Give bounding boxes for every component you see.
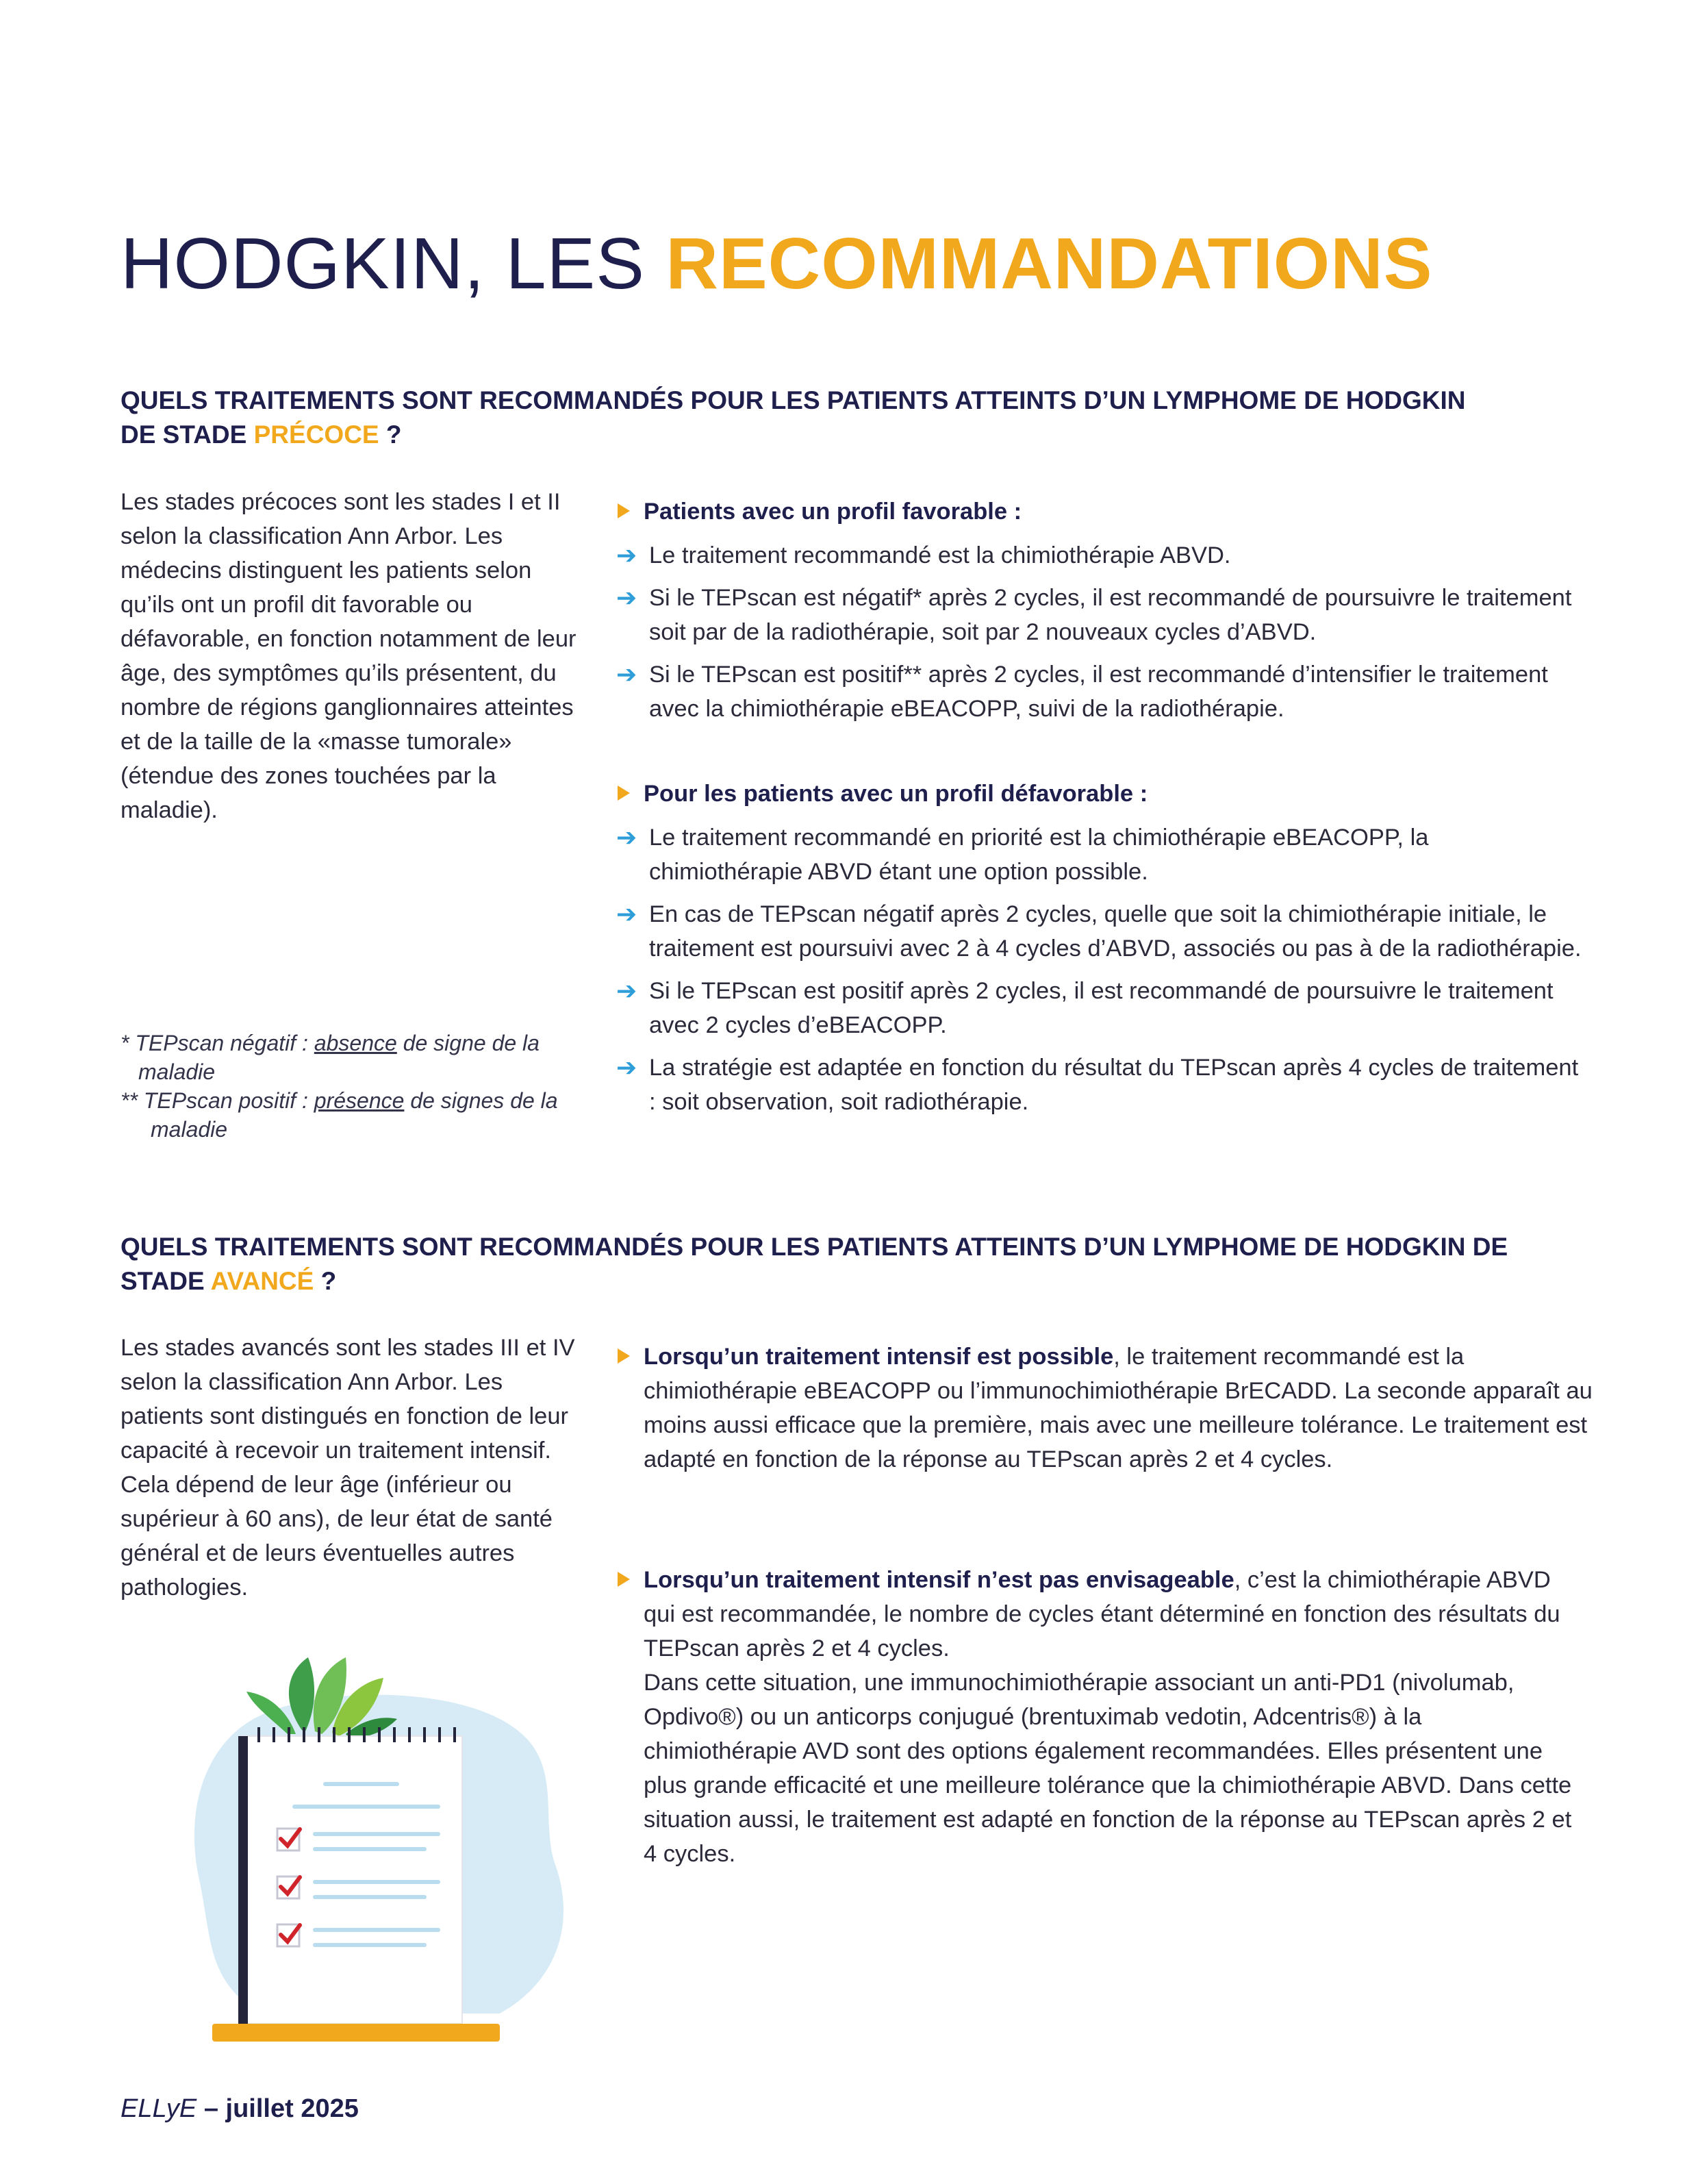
section2-heading-line1: QUELS TRAITEMENTS SONT RECOMMANDÉS POUR LES PATIENTS ATTEINTS D’UN LYMPHOME DE HODGKIN DE bbox=[121, 1233, 1508, 1261]
section2-para2 bbox=[616, 1563, 1582, 1871]
favorable-heading bbox=[616, 494, 1582, 529]
section1-heading-line1: QUELS TRAITEMENTS SONT RECOMMANDÉS POUR LES PATIENTS ATTEINTS D’UN LYMPHOME DE HODGKIN bbox=[121, 386, 1466, 414]
para1-rest: , le traitement recommandé est la chimiothérapie eBEACOPP ou l’immunochimiothérapie BrECADD. La seconde apparaît au moins aussi efficace que la première, mais avec une meilleure tolérance. Le traitement est adapté en fonction de la réponse au TEPscan après 2 et 4 cycles. bbox=[644, 1344, 1593, 1472]
footnote-1 bbox=[121, 1031, 540, 1055]
list-item bbox=[616, 1051, 1582, 1119]
checklist-illustration bbox=[178, 1657, 589, 2055]
section2-heading-line2: STADE bbox=[121, 1267, 211, 1295]
triangle-bullet-icon bbox=[618, 503, 630, 518]
section1-intro: Les stades précoces sont les stades I et II selon la classification Ann Arbor. Les médecins distinguent les patients selon qu’ils ont un profil dit favorable ou défavorable, en fonction notamment de leur âge, des symptômes qu’ils présentent, du nombre de régions ganglionnaires atteintes et de la taille de la «masse tumorale» (étendue des zones touchées par la maladie). bbox=[121, 489, 576, 823]
list-item bbox=[616, 538, 1582, 573]
list-item bbox=[616, 974, 1582, 1042]
para2-main bbox=[616, 1563, 1582, 1666]
triangle-bullet-icon bbox=[618, 1348, 630, 1364]
triangle-bullet-icon bbox=[618, 786, 630, 801]
yellow-base-bar bbox=[212, 2024, 500, 2042]
arrow-icon: ➔ bbox=[616, 823, 637, 851]
triangle-bullet-icon bbox=[618, 1572, 630, 1587]
list-item bbox=[616, 820, 1582, 889]
section1-heading-line2: DE STADE bbox=[121, 421, 254, 449]
section1-unfavorable-block bbox=[616, 777, 1582, 1127]
arrow-icon: ➔ bbox=[616, 1053, 637, 1081]
section2-intro: Les stades avancés sont les stades III et IV selon la classification Ann Arbor. Les patients sont distingués en fonction de leur capacité à recevoir un traitement intensif. Cela dépend de leur âge (inférieur ou supérieur à 60 ans), de leur état de santé général et de leurs éventuelles autres pathologies. bbox=[121, 1335, 575, 1601]
section1-heading-post: ? bbox=[379, 421, 402, 449]
para2-bold: Lorsqu’un traitement intensif n’est pas envisageable bbox=[644, 1567, 1234, 1593]
section2-heading bbox=[121, 1230, 1572, 1298]
section2-heading-post: ? bbox=[314, 1267, 337, 1295]
arrow-icon: ➔ bbox=[616, 900, 637, 928]
footnote-1-underlined: absence bbox=[314, 1031, 397, 1055]
section1-heading-highlight: PRÉCOCE bbox=[253, 421, 379, 449]
footnote-2 bbox=[121, 1088, 558, 1113]
footnote-2-cont: maladie bbox=[151, 1117, 228, 1142]
footnote-2-suffix: de signes de la bbox=[404, 1088, 558, 1113]
footer-brand: ELLyE bbox=[121, 2094, 197, 2123]
footnote-1-suffix: de signe de la bbox=[396, 1031, 540, 1055]
notepad-spine bbox=[238, 1736, 248, 2024]
footnote-1-cont: maladie bbox=[138, 1059, 216, 1084]
list-item-text: Le traitement recommandé est la chimiothérapie ABVD. bbox=[649, 542, 1231, 568]
favorable-heading-text: Patients avec un profil favorable : bbox=[644, 499, 1022, 525]
footnotes bbox=[121, 1029, 600, 1144]
arrow-icon: ➔ bbox=[616, 977, 637, 1005]
list-item-text: En cas de TEPscan négatif après 2 cycles, quelle que soit la chimiothérapie initiale, le traitement est poursuivi avec 2 à 4 cycles d’ABVD, associés ou pas à de la radiothérapie. bbox=[649, 901, 1582, 962]
para1-bold: Lorsqu’un traitement intensif est possible bbox=[644, 1344, 1114, 1370]
footnote-2-prefix: ** TEPscan positif : bbox=[121, 1088, 314, 1113]
favorable-list bbox=[616, 538, 1582, 726]
unfavorable-heading-text: Pour les patients avec un profil défavorable : bbox=[644, 781, 1148, 807]
section2-para1 bbox=[616, 1340, 1609, 1477]
arrow-icon: ➔ bbox=[616, 660, 637, 688]
footer bbox=[121, 2094, 359, 2124]
para2-continuation: Dans cette situation, une immunochimiothérapie associant un anti-PD1 (nivolumab, Opdivo®) ou un anticorps conjugué (brentuximab vedotin, Adcentris®) à la chimiothérapie AVD sont des options également recommandées. Elles présentent une plus grande efficacité et une meilleure tolérance que la chimiothérapie ABVD. Dans cette situation aussi, le traitement est adapté en fonction de la réponse au TEPscan après 2 et 4 cycles. bbox=[644, 1670, 1572, 1867]
list-item-text: La stratégie est adaptée en fonction du résultat du TEPscan après 4 cycles de traitement : soit observation, soit radiothérapie. bbox=[649, 1055, 1579, 1115]
title-part1: HODGKIN, LES bbox=[121, 223, 666, 304]
unfavorable-list bbox=[616, 820, 1582, 1119]
list-item-text: Si le TEPscan est positif après 2 cycles, il est recommandé de poursuivre le traitement avec 2 cycles d’eBEACOPP. bbox=[649, 978, 1554, 1038]
footnote-1-prefix: * TEPscan négatif : bbox=[121, 1031, 314, 1055]
unfavorable-heading bbox=[616, 777, 1582, 811]
list-item bbox=[616, 581, 1582, 649]
para2-rest: , c’est la chimiothérapie ABVD qui est recommandée, le nombre de cycles étant déterminé en fonction des résultats du TEPscan après 2 et 4 cycles. bbox=[644, 1567, 1560, 1661]
list-item-text: Si le TEPscan est positif** après 2 cycles, il est recommandé d’intensifier le traitement avec la chimiothérapie eBEACOPP, suivi de la radiothérapie. bbox=[649, 662, 1548, 722]
section2-heading-highlight: AVANCÉ bbox=[210, 1267, 314, 1295]
section1-favorable-block bbox=[616, 494, 1582, 734]
list-item-text: Si le TEPscan est négatif* après 2 cycles, il est recommandé de poursuivre le traitement soit par de la radiothérapie, soit par 2 nouveaux cycles d’ABVD. bbox=[649, 585, 1572, 645]
arrow-icon: ➔ bbox=[616, 541, 637, 569]
footer-date: – juillet 2025 bbox=[197, 2094, 359, 2123]
page-title bbox=[121, 221, 1433, 307]
section1-heading bbox=[121, 384, 1572, 452]
list-item bbox=[616, 657, 1582, 726]
arrow-icon: ➔ bbox=[616, 583, 637, 612]
title-highlight: RECOMMANDATIONS bbox=[666, 223, 1433, 304]
footnote-2-underlined: présence bbox=[314, 1088, 405, 1113]
list-item bbox=[616, 897, 1582, 966]
list-item-text: Le traitement recommandé en priorité est la chimiothérapie eBEACOPP, la chimiothérapie ABVD étant une option possible. bbox=[649, 825, 1429, 885]
